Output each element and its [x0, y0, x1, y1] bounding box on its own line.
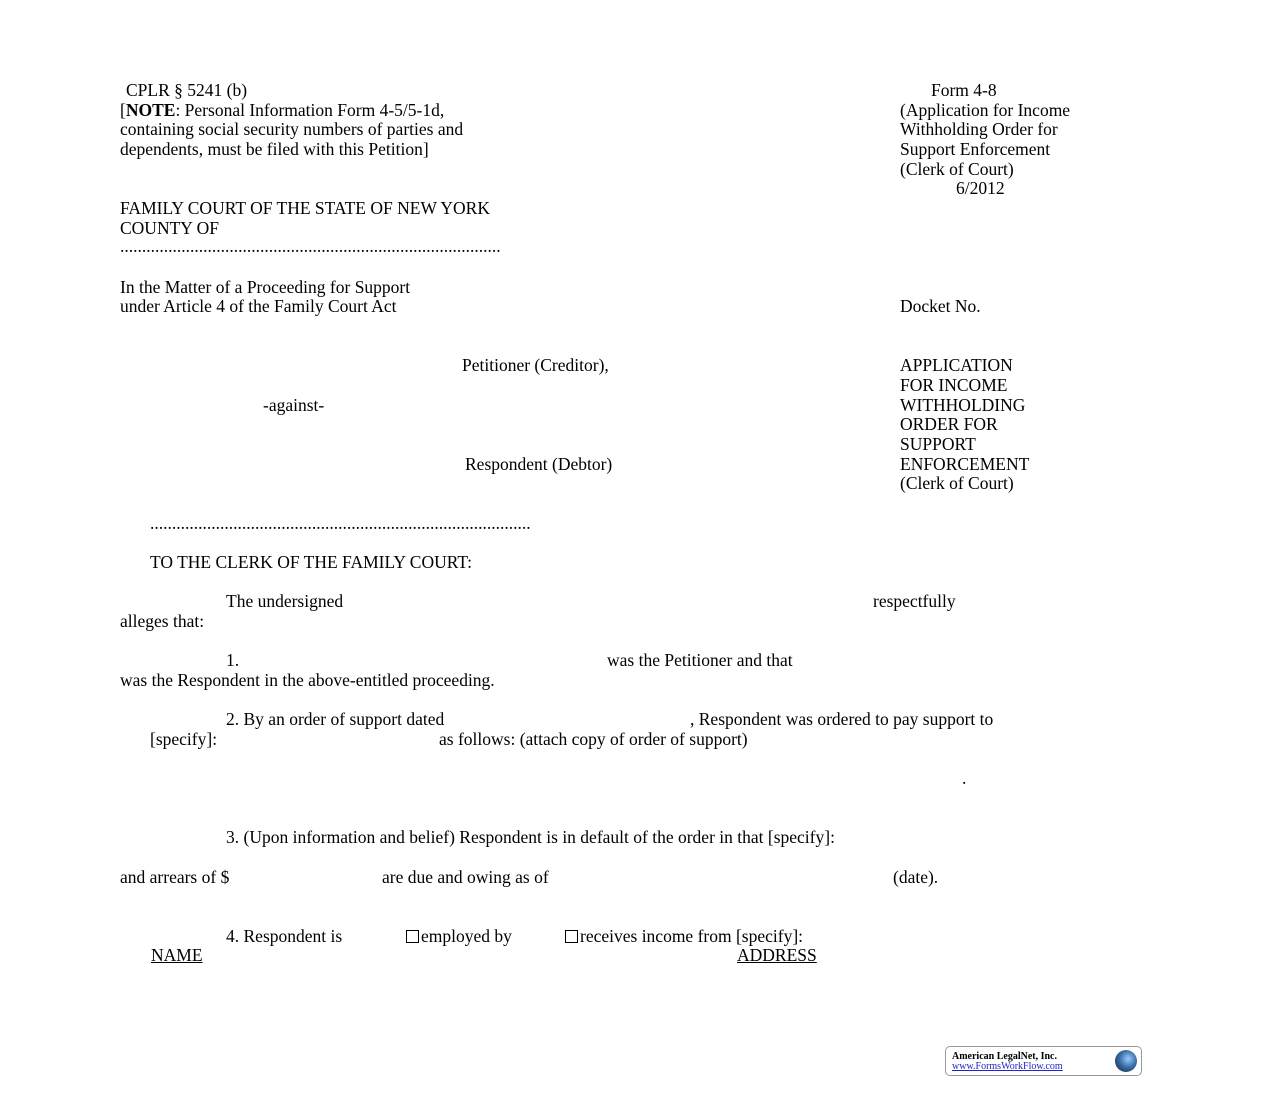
petitioner-label: Petitioner (Creditor),: [462, 355, 609, 375]
employed-by-checkbox[interactable]: [406, 930, 419, 943]
note-line-3: dependents, must be filed with this Petition]: [120, 139, 429, 159]
intro-text: The undersigned: [226, 591, 344, 611]
para-1-text: was the Respondent in the above-entitled proceeding.: [120, 670, 495, 690]
statute: CPLR § 5241 (b): [126, 80, 248, 100]
address-heading: ADDRESS: [737, 945, 817, 965]
para-4-text: 4. Respondent is: [226, 926, 343, 946]
para-1-text: was the Petitioner and that: [607, 650, 793, 670]
publisher-logo: [945, 1046, 1142, 1076]
form-line: Withholding Order for: [900, 119, 1058, 139]
title-line: ENFORCEMENT: [900, 454, 1030, 474]
para-3-text: (date).: [893, 867, 939, 887]
county-dots: .......................................................................................: [120, 236, 501, 256]
title-line: APPLICATION: [900, 355, 1013, 375]
employed-by-option[interactable]: [406, 926, 512, 946]
para-3-text: and arrears of $: [120, 867, 230, 887]
employed-by-label: employed by: [421, 926, 512, 946]
against-label: -against-: [263, 395, 325, 415]
para-2-text: , Respondent was ordered to pay support to: [690, 709, 994, 729]
title-line: WITHHOLDING: [900, 395, 1026, 415]
form-line: (Application for Income: [900, 100, 1071, 120]
matter-line-2: under Article 4 of the Family Court Act: [120, 296, 397, 316]
court-name: FAMILY COURT OF THE STATE OF NEW YORK: [120, 198, 490, 218]
title-line: FOR INCOME: [900, 375, 1008, 395]
matter-line-1: In the Matter of a Proceeding for Support: [120, 277, 411, 297]
docket-label: Docket No.: [900, 296, 981, 316]
note-bold: NOTE: [125, 100, 176, 120]
publisher-url-link[interactable]: www.FormsWorkFlow.com: [952, 1061, 1063, 1072]
receives-income-label: receives income from [specify]:: [580, 926, 804, 946]
county-label: COUNTY OF: [120, 218, 220, 238]
note-line-2: containing social security numbers of parties and: [120, 119, 464, 139]
addressee: TO THE CLERK OF THE FAMILY COURT:: [150, 552, 473, 572]
para-2-text: 2. By an order of support dated: [226, 709, 445, 729]
form-line: (Clerk of Court): [900, 159, 1014, 179]
para-1-number: 1.: [226, 650, 240, 670]
form-number: Form 4-8: [931, 80, 997, 100]
form-line: Support Enforcement: [900, 139, 1051, 159]
para-3-text: 3. (Upon information and belief) Respondent is in default of the order in that [specify]:: [226, 827, 835, 847]
globe-icon: [1115, 1050, 1137, 1072]
para-2-period: .: [962, 768, 967, 788]
intro-text: alleges that:: [120, 611, 205, 631]
form-date: 6/2012: [956, 178, 1005, 198]
receives-income-checkbox[interactable]: [565, 930, 578, 943]
note-rest: : Personal Information Form 4-5/5-1d,: [175, 100, 445, 120]
title-line: ORDER FOR: [900, 414, 998, 434]
intro-text: respectfully: [873, 591, 956, 611]
receives-income-option[interactable]: [565, 926, 803, 946]
title-line: (Clerk of Court): [900, 473, 1014, 493]
note-line-1: [NOTE: Personal Information Form 4-5/5-1d,: [120, 100, 445, 120]
name-heading: NAME: [151, 945, 203, 965]
publisher-name: American LegalNet, Inc.: [952, 1051, 1057, 1062]
title-line: SUPPORT: [900, 434, 976, 454]
caption-dots: .......................................................................................: [150, 513, 531, 533]
para-3-text: are due and owing as of: [382, 867, 549, 887]
para-2-text: [specify]:: [150, 729, 218, 749]
para-2-text: as follows: (attach copy of order of support): [439, 729, 748, 749]
respondent-label: Respondent (Debtor): [465, 454, 613, 474]
